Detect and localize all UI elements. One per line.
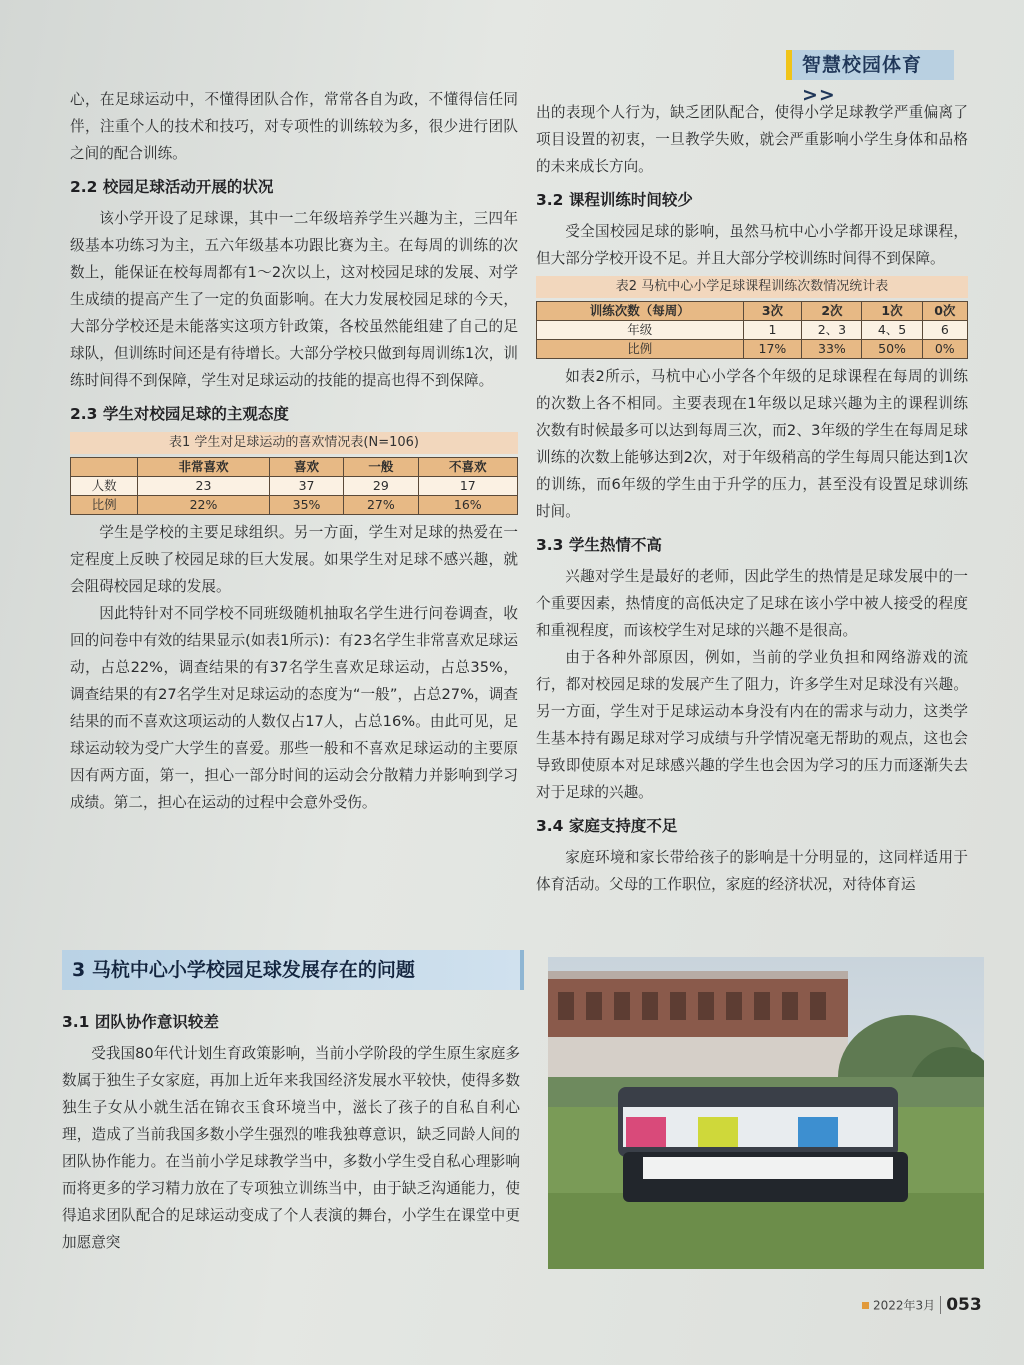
- table-cell: 3次: [743, 302, 802, 321]
- table-cell: 2次: [802, 302, 862, 321]
- paragraph: 家庭环境和家长带给孩子的影响是十分明显的，这同样适用于体育活动。父母的工作职位，家庭的经济状况，对待体育运: [536, 849, 968, 893]
- column-header-tag: 智慧校园体育 >>: [786, 50, 954, 80]
- table-cell: 不喜欢: [418, 458, 517, 477]
- left-column: [70, 86, 518, 816]
- page-number: 053: [946, 1295, 982, 1315]
- table-header-row: [71, 458, 518, 477]
- paragraph: 兴趣对学生是最好的老师，因此学生的热情是足球发展中的一个重要因素，热情度的高低决定了足球在该小学中被人接受的程度和重视程度，而该校学生对足球的兴趣不是很高。: [536, 568, 968, 639]
- table-row: [537, 321, 968, 340]
- table-cell: 35%: [269, 496, 343, 515]
- divider: [940, 1296, 941, 1314]
- team-group-photo: [548, 957, 984, 1269]
- table-row: [537, 340, 968, 359]
- left-column-lower: [62, 1002, 520, 1256]
- table-cell: 22%: [138, 496, 270, 515]
- table-caption: 表1 学生对足球运动的喜欢情况表(N=106): [70, 432, 518, 454]
- chapter-heading-band: [62, 950, 524, 990]
- table-cell: 非常喜欢: [138, 458, 270, 477]
- team-photo-illustration: [548, 957, 984, 1269]
- table-cell: 27%: [344, 496, 418, 515]
- square-bullet-icon: [862, 1302, 869, 1309]
- right-column: [536, 99, 968, 898]
- table-cell: 33%: [802, 340, 862, 359]
- table-cell: [71, 458, 138, 477]
- table-cell: 37: [269, 477, 343, 496]
- page-footer: [862, 1295, 982, 1319]
- table-cell: 0次: [922, 302, 967, 321]
- section-heading: 2.3 学生对校园足球的主观态度: [70, 405, 289, 423]
- section-heading: 3.1 团队协作意识较差: [62, 1013, 219, 1031]
- table-row: [71, 477, 518, 496]
- paragraph: 学生是学校的主要足球组织。另一方面，学生对足球的热爱在一定程度上反映了校园足球的巨大发展。如果学生对足球不感兴趣，就会阻碍校园足球的发展。: [70, 524, 518, 595]
- section-heading: 3.2 课程训练时间较少: [536, 191, 693, 209]
- section-heading: 3.3 学生热情不高: [536, 536, 662, 554]
- table-row: [71, 496, 518, 515]
- paragraph: 出的表现个人行为，缺乏团队配合，使得小学足球教学严重偏离了项目设置的初衷，一旦教学失败，就会严重影响小学生身体和品格的未来成长方向。: [536, 104, 968, 175]
- table-cell: 比例: [71, 496, 138, 515]
- table-cell: 年级: [537, 321, 744, 340]
- section-heading: 3.4 家庭支持度不足: [536, 817, 678, 835]
- table-cell: 人数: [71, 477, 138, 496]
- table-cell: 23: [138, 477, 270, 496]
- chapter-heading: 3 马杭中心小学校园足球发展存在的问题: [72, 959, 415, 981]
- table-cell: 喜欢: [269, 458, 343, 477]
- paragraph: 受我国80年代计划生育政策影响，当前小学阶段的学生原生家庭多数属于独生子女家庭，再加上近年来我国经济发展水平较快，使得多数独生子女从小就生活在锦衣玉食环境当中，滋长了孩子的自私自利心理，造成了当前我国多数小学生强烈的唯我独尊意识，缺乏同龄人间的团队协作能力。在当前小学足球教学当中，多数小学生受自私心理影响而将更多的学习精力放在了专项独立训练当中，由于缺乏沟通能力，使得追求团队配合的足球运动变成了个人表演的舞台，小学生在课堂中更加愿意突: [62, 1045, 520, 1251]
- table-cell: 1次: [862, 302, 922, 321]
- table-2: [536, 301, 968, 359]
- paragraph: 心，在足球运动中，不懂得团队合作，常常各自为政，不懂得信任同伴，注重个人的技术和技巧，对专项性的训练较为多，很少进行团队之间的配合训练。: [70, 91, 518, 162]
- issue-date: 2022年3月: [873, 1298, 936, 1313]
- paragraph: 由于各种外部原因，例如，当前的学业负担和网络游戏的流行，都对校园足球的发展产生了阻力，许多学生对足球没有兴趣。另一方面，学生对于足球运动本身没有内在的需求与动力，这类学生基本持有踢足球对学习成绩与升学情况毫无帮助的观点，这也会导致即使原本对足球感兴趣的学生也会因为学习的压力而逐渐失去对于足球的兴趣。: [536, 649, 968, 801]
- table-cell: 50%: [862, 340, 922, 359]
- table-cell: 1: [743, 321, 802, 340]
- paragraph: 如表2所示，马杭中心小学各个年级的足球课程在每周的训练的次数上各不相同。主要表现在1年级以足球兴趣为主的课程训练次数有时候最多可以达到每周三次，而2、3年级的学生在每周足球训练的次数上能够达到2次，对于年级稍高的学生每周只能达到1次的训练，而6年级的学生由于升学的压力，甚至没有设置足球训练时间。: [536, 368, 968, 520]
- section-heading: 2.2 校园足球活动开展的状况: [70, 178, 274, 196]
- table-cell: 17%: [743, 340, 802, 359]
- table-1: [70, 457, 518, 515]
- paragraph: 受全国校园足球的影响，虽然马杭中心小学都开设足球课程，但大部分学校开设不足。并且大部分学校训练时间得不到保障。: [536, 223, 968, 267]
- table-cell: 2、3: [802, 321, 862, 340]
- table-cell: 6: [922, 321, 967, 340]
- paragraph: 该小学开设了足球课，其中一二年级培养学生兴趣为主，三四年级基本功练习为主，五六年级基本功跟比赛为主。在每周的训练的次数上，能保证在校每周都有1～2次以上，这对校园足球的发展、对学生成绩的提高产生了一定的负面影响。在大力发展校园足球的今天，大部分学校还是未能落实这项方针政策，各校虽然能组建了自己的足球队，但训练时间还是有待增长。大部分学校只做到每周训练1次，训练时间得不到保障，学生对足球运动的技能的提高也得不到保障。: [70, 210, 518, 389]
- paragraph: 因此特针对不同学校不同班级随机抽取名学生进行问卷调查，收回的问卷中有效的结果显示(如表1所示)：有23名学生非常喜欢足球运动，占总22%，调查结果的有37名学生喜欢足球运动，占总35%，调查结果的有27名学生对足球运动的态度为“一般”，占总27%，调查结果的而不喜欢这项运动的人数仅占17人，占总16%。由此可见，足球运动较为受广大学生的喜爱。那些一般和不喜欢足球运动的主要原因有两方面，第一，担心一部分时间的运动会分散精力并影响到学习成绩。第二，担心在运动的过程中会意外受伤。: [70, 605, 518, 811]
- table-header-row: [537, 302, 968, 321]
- table-cell: 29: [344, 477, 418, 496]
- players-group: [618, 1087, 908, 1202]
- table-cell: 一般: [344, 458, 418, 477]
- table-cell: 比例: [537, 340, 744, 359]
- table-cell: 训练次数（每周）: [537, 302, 744, 321]
- table-cell: 17: [418, 477, 517, 496]
- table-cell: 16%: [418, 496, 517, 515]
- table-caption: 表2 马杭中心小学足球课程训练次数情况统计表: [536, 276, 968, 298]
- table-cell: 0%: [922, 340, 967, 359]
- table-cell: 4、5: [862, 321, 922, 340]
